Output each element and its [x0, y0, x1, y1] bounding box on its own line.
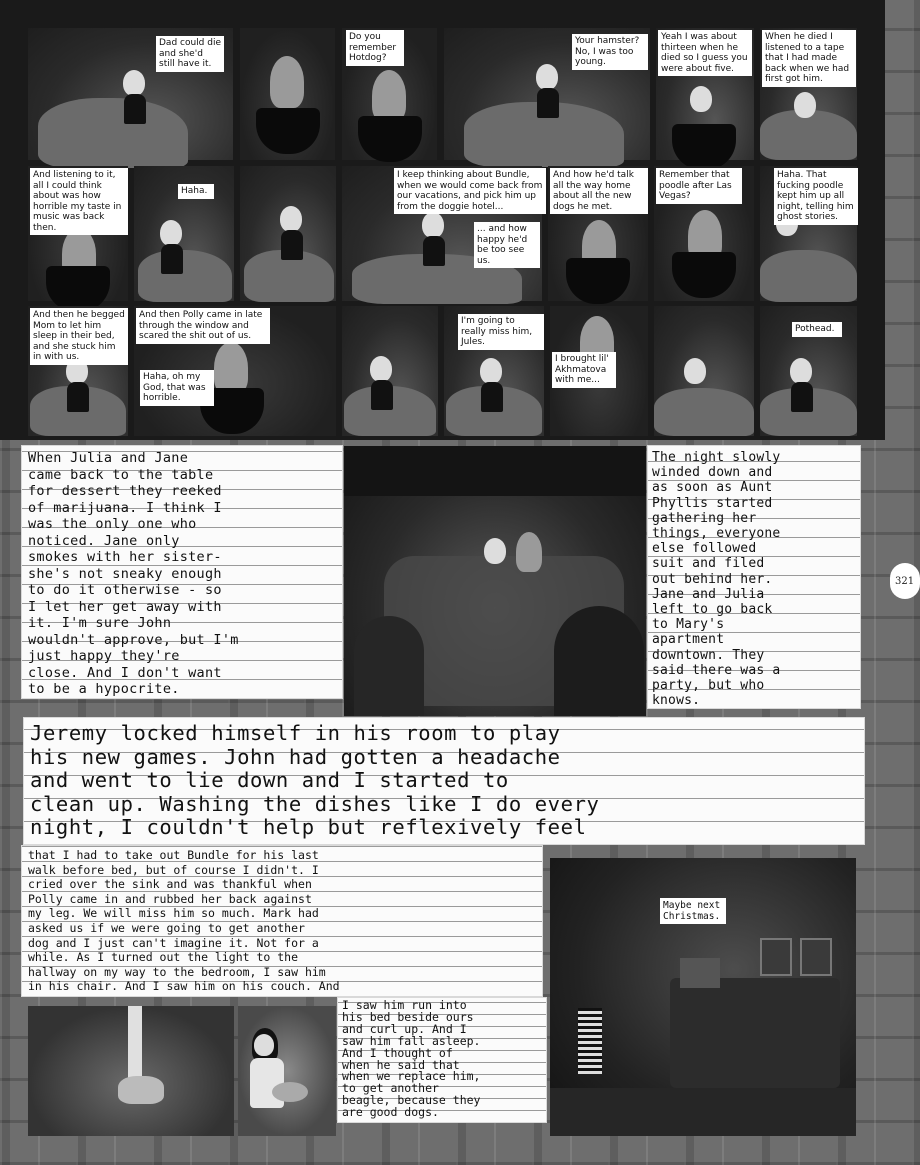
- character-body: [481, 382, 503, 412]
- character-head: [370, 356, 392, 382]
- dinner-party-photo: [344, 446, 646, 716]
- panel-1-6: [760, 28, 857, 160]
- panel-1-1: [28, 28, 233, 160]
- journal-text: When Julia and Jane came back to the table for dessert they reeked of marijuana. I think I was the only one who noticed. Jane only smokes with her sister- she's not sneaky enough to do it otherwise - so I let her get away with it. I'm sure John wouldn't approve, but I'm just happy they're close. And I don't want to be a hypocrite.: [28, 450, 239, 697]
- speech-bubble: When he died I listened to a tape that I had made back when we had first got him.: [762, 30, 856, 87]
- speech-bubble: I brought lil' Akhmatova with me...: [552, 352, 616, 388]
- character-head: [690, 86, 712, 112]
- ghost-dog-figure: [578, 1008, 602, 1074]
- bed: [670, 978, 840, 1088]
- speech-bubble: And then Polly came in late through the window and scared the shit out of us.: [136, 308, 270, 344]
- rock: [38, 98, 188, 168]
- armchair: [358, 116, 422, 162]
- panel-2-2: [134, 166, 234, 301]
- character-body: [281, 230, 303, 260]
- speech-bubble: And how he'd talk all the way home about all the new dogs he met.: [550, 168, 648, 214]
- dark-wall: [344, 446, 646, 496]
- speech-bubble: Pothead.: [792, 322, 842, 337]
- picture-frame: [800, 938, 832, 976]
- speech-bubble: I'm going to really miss him, Jules.: [458, 314, 544, 350]
- cat-figure: [118, 1076, 164, 1104]
- bedroom-floor: [550, 1088, 856, 1136]
- panel-2-3: [240, 166, 336, 301]
- cat-figure: [272, 1082, 308, 1102]
- window: [680, 958, 720, 988]
- panel-3-7: [760, 306, 857, 436]
- bedroom-photo: [550, 858, 856, 1136]
- speech-bubble: Dad could die and she'd still have it.: [156, 36, 224, 72]
- armchair: [672, 124, 736, 170]
- character-body: [67, 382, 89, 412]
- panel-3-6: [654, 306, 754, 436]
- journal-note-middle: [22, 846, 542, 996]
- character-head: [684, 358, 706, 384]
- comic-strip: [0, 0, 885, 440]
- panel-3-3: [342, 306, 438, 436]
- character-hair: [372, 70, 406, 122]
- rock: [138, 250, 232, 302]
- speech-bubble: Your hamster? No, I was too young.: [572, 34, 648, 70]
- character-head: [484, 538, 506, 564]
- speech-bubble: Remember that poodle after Las Vegas?: [656, 168, 742, 204]
- bedroom-caption: Maybe next Christmas.: [660, 898, 726, 924]
- guest-silhouette: [354, 616, 424, 716]
- panel-1-2: [240, 28, 335, 160]
- page-number: 321: [890, 563, 920, 599]
- journal-note-wide: [24, 718, 864, 844]
- character-head: [254, 1034, 274, 1056]
- panel-1-4: [444, 28, 650, 160]
- panel-3-1: [28, 306, 128, 436]
- character-head: [794, 92, 816, 118]
- character-head: [280, 206, 302, 232]
- rock: [760, 250, 857, 302]
- character-body: [423, 236, 445, 266]
- character-head: [123, 70, 145, 96]
- armchair: [256, 108, 320, 154]
- panel-3-2: [134, 306, 336, 436]
- speech-bubble: I keep thinking about Bundle, when we would come back from our vacations, and pick him up from the doggie hotel...: [394, 168, 546, 214]
- panel-3-4: [444, 306, 544, 436]
- armchair: [672, 252, 736, 298]
- character-hair: [516, 532, 542, 572]
- character-head: [160, 220, 182, 246]
- panel-2-6: [654, 166, 754, 301]
- panel-2-5: [548, 166, 648, 301]
- character-body: [371, 380, 393, 410]
- panel-1-5: [656, 28, 754, 160]
- journal-text: that I had to take out Bundle for his last walk before bed, but of course I didn't. I cried over the sink and was thankful when Polly came in and rubbed her back against my leg. We will miss him so much. Mark had asked us if we were going to get another dog and I just can't imagine it. Not for a while. As I turned out the light to the hallway on my way to the bedroom, I saw him in his chair. And I saw him on his couch. And: [28, 848, 340, 994]
- guest-silhouette: [554, 606, 644, 716]
- panel-bottom-middle: [238, 1006, 336, 1136]
- character-body: [124, 94, 146, 124]
- character-head: [536, 64, 558, 90]
- speech-bubble-secondary: Haha, oh my God, that was horrible.: [140, 370, 214, 406]
- journal-note-right: [648, 446, 860, 708]
- character-hair: [214, 342, 248, 394]
- rock: [654, 388, 754, 436]
- armchair: [566, 258, 630, 304]
- journal-text: I saw him run into his bed beside ours and curl up. And I saw him fall asleep. And I thought of when he said that when we replace him, to get another beagle, because they are good dogs.: [342, 998, 481, 1120]
- speech-bubble: Haha.: [178, 184, 214, 199]
- speech-bubble: And then he begged Mom to let him sleep in their bed, and she stuck him in with us.: [30, 308, 128, 365]
- speech-bubble: Yeah I was about thirteen when he died so I guess you were about five.: [658, 30, 752, 76]
- panel-1-3: [342, 28, 437, 160]
- character-body: [791, 382, 813, 412]
- character-hair: [270, 56, 304, 108]
- panel-2-7: [760, 166, 857, 301]
- speech-bubble: Do you remember Hotdog?: [346, 30, 404, 66]
- speech-bubble: And listening to it, all I could think about was how horrible my taste in music was back then.: [30, 168, 128, 235]
- speech-bubble: Haha. That fucking poodle kept him up all night, telling him ghost stories.: [774, 168, 858, 225]
- panel-3-5: [550, 306, 648, 436]
- panel-2-1: [28, 166, 128, 301]
- character-head: [422, 212, 444, 238]
- picture-frame: [760, 938, 792, 976]
- journal-note-left: [22, 446, 342, 698]
- speech-bubble-secondary: ... and how happy he'd be too see us.: [474, 222, 540, 268]
- panel-2-4: [342, 166, 542, 301]
- journal-text: Jeremy locked himself in his room to play his new games. John had gotten a headache and went to lie down and I started to clean up. Washing the dishes like I do every night, I couldn't help but reflexively feel: [30, 721, 600, 839]
- character-body: [537, 88, 559, 118]
- character-head: [480, 358, 502, 384]
- journal-note-small: [338, 998, 546, 1122]
- character-body: [161, 244, 183, 274]
- journal-text: The night slowly winded down and as soon as Aunt Phyllis started gathering her things, everyone else followed suit and filed out behind her. Jane and Julia left to go back to Mary's apartment downtown. They said there was a party, but who knows.: [652, 450, 781, 709]
- character-legs: [128, 1006, 142, 1084]
- character-head: [790, 358, 812, 384]
- panel-bottom-left: [28, 1006, 234, 1136]
